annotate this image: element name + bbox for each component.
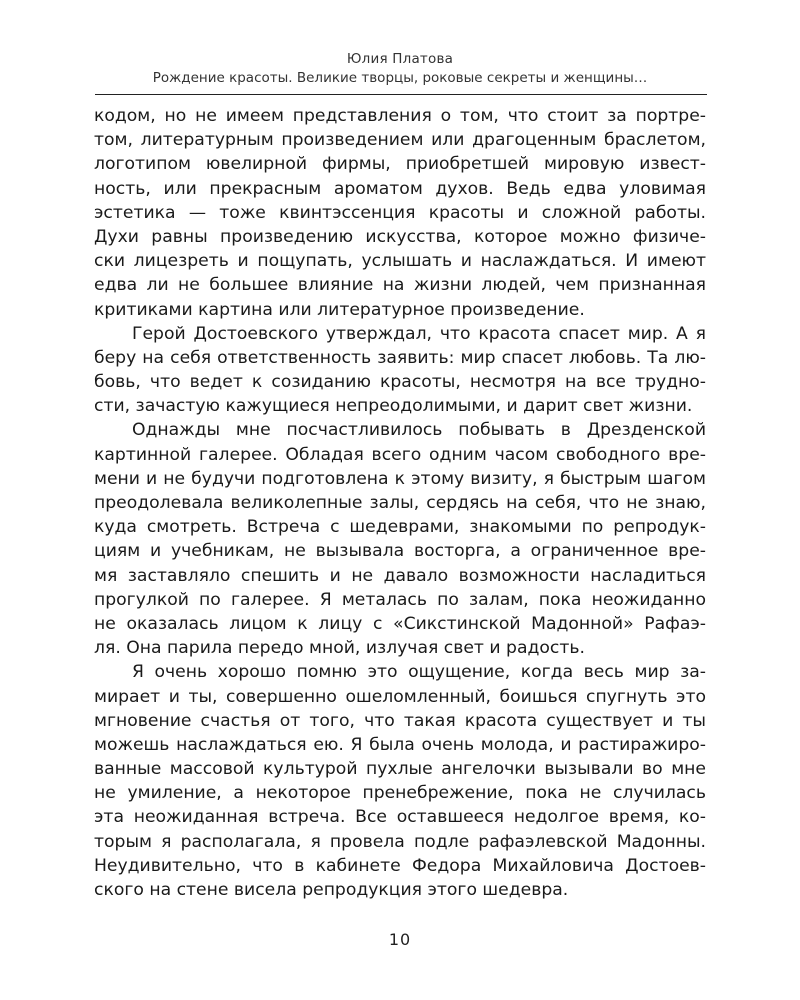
text-line: прогулкой по галерее. Я металась по залам, пока неожиданно — [94, 589, 706, 610]
text-line: ля. Она парила передо мной, излучая свет и радость. — [94, 638, 585, 659]
text-line: ски лицезреть и пощупать, услышать и наслаждаться. И имеют — [94, 251, 706, 272]
text-line: критиками картина или литературное произведение. — [94, 299, 585, 320]
text-line: можешь наслаждаться ею. Я была очень молода, и растиражиро- — [94, 734, 706, 755]
header-author: Юлия Платова — [346, 51, 454, 67]
text-line: Герой Достоевского утверждал, что красота спасет мир. А я — [132, 323, 706, 344]
text-line: кодом, но не имеем представления о том, что стоит за портре- — [94, 106, 706, 126]
text-line: сти, зачастую кажущиеся непреодолимыми, и дарит свет жизни. — [94, 396, 693, 417]
text-line: не умиление, а некоторое пренебрежение, пока не случилась — [94, 783, 706, 804]
text-line: мя заставляло спешить и не давало возможности насладиться — [94, 565, 706, 586]
running-header — [95, 50, 705, 88]
text-line: циям и учебникам, не вызывала восторга, а ограниченное вре- — [94, 541, 706, 562]
text-line: мгновение счастья от того, что такая красота существует и ты — [94, 710, 706, 731]
text-line: том, литературным произведением или драгоценным браслетом, — [94, 130, 706, 151]
page-body-text — [94, 104, 706, 902]
text-line: Однажды мне посчастливилось побывать в Дрезденской — [132, 420, 706, 441]
text-line: едва ли не большее влияние на жизни людей, чем признанная — [94, 275, 706, 296]
text-line: Я очень хорошо помню это ощущение, когда весь мир за- — [132, 662, 706, 683]
text-line: куда смотреть. Встреча с шедеврами, знакомыми по репродук- — [94, 517, 706, 538]
text-line: торым я располагала, я провела подле рафаэлевской Мадонны. — [94, 831, 706, 852]
text-line: картинной галерее. Обладая всего одним часом свободного вре- — [94, 444, 706, 465]
text-line: эстетика — тоже квинтэссенция красоты и сложной работы. — [94, 202, 706, 223]
text-line: Духи равны произведению искусства, которое можно физиче- — [94, 226, 706, 247]
text-line: не оказалась лицом к лицу с «Сикстинской Мадонной» Рафаэ- — [94, 613, 706, 634]
page-number: 10 — [388, 930, 412, 949]
text-line: ность, или прекрасным ароматом духов. Ведь едва уловимая — [94, 178, 706, 199]
header-book-title: Рождение красоты. Великие творцы, роковые секреты и женщины… — [152, 70, 648, 86]
text-line: мени и не будучи подготовлена к этому визиту, я быстрым шагом — [94, 468, 706, 489]
text-line: Неудивительно, что в кабинете Федора Михайловича Достоев- — [94, 855, 706, 876]
text-line: мирает и ты, совершенно ошеломленный, боишься спугнуть это — [94, 686, 706, 707]
text-line: преодолевала великолепные залы, сердясь на себя, что не знаю, — [94, 493, 706, 513]
text-line: эта неожиданная встреча. Все оставшееся недолгое время, ко- — [94, 807, 706, 828]
text-line: ского на стене висела репродукция этого шедевра. — [94, 880, 569, 900]
text-line: беру на себя ответственность заявить: мир спасет любовь. Та лю- — [94, 347, 706, 368]
text-line: бовь, что ведет к созиданию красоты, несмотря на все трудно- — [94, 372, 706, 393]
text-line: ванные массовой культурой пухлые ангелочки вызывали во мне — [94, 759, 706, 780]
text-line: логотипом ювелирной фирмы, приобретшей мировую извест- — [94, 154, 706, 175]
header-divider — [95, 94, 707, 95]
